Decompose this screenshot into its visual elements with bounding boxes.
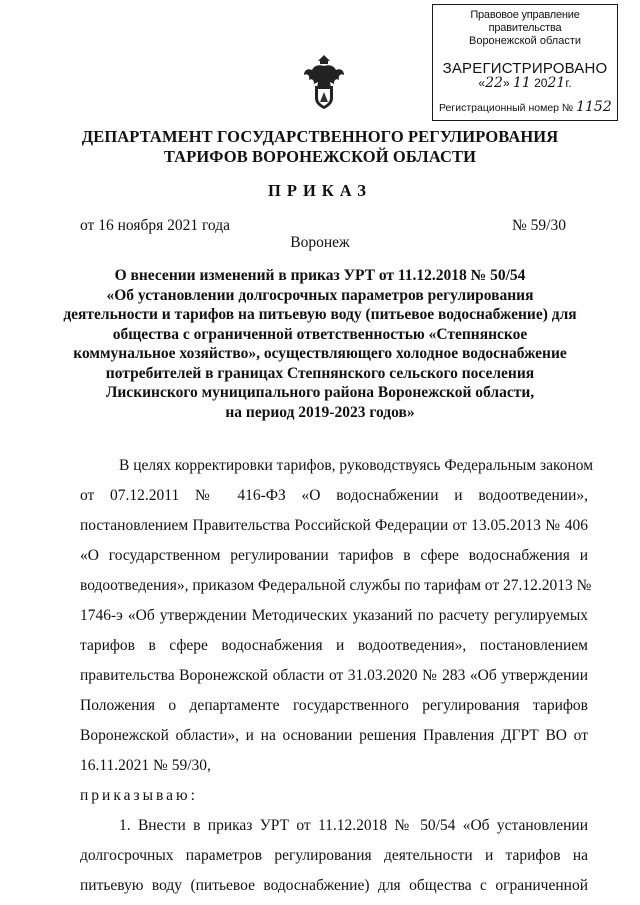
subject-line: потребителей в границах Степнянского сельского поселения	[105, 364, 535, 382]
stamp-date-year: 21	[547, 75, 566, 91]
document-type: ПРИКАЗ	[268, 181, 372, 200]
body-line: Воронежской области», и на основании решения Правления ДГРТ ВО от	[80, 727, 588, 744]
body-line: 1746-э «Об утверждении Методических указаний по расчету регулируемых	[80, 607, 588, 624]
body-line: постановлением Правительства Российской Федерации от 13.05.2013 № 406	[80, 517, 588, 534]
body-line: питьевую воду (питьевое водоснабжение) для общества с ограниченной	[80, 877, 588, 894]
department-name	[0, 127, 640, 167]
stamp-line-2: Воронежской области	[468, 35, 581, 47]
subject-line: Лискинского муниципального района Воронежской области,	[105, 384, 535, 401]
body-line: долгосрочных параметров регулирования деятельности и тарифов на	[80, 847, 588, 864]
stamp-date-year-prefix: 20	[534, 76, 548, 90]
body-line: «О государственном регулировании тарифов в сфере водоснабжения и	[80, 547, 588, 564]
subject-line: О внесении изменений в приказ УРТ от 11.12.2018 № 50/54	[114, 267, 526, 284]
body-line: Положения о департаменте государственного регулирования тарифов	[80, 697, 588, 714]
stamp-date-day: 22	[485, 75, 503, 91]
order-number: № 59/30	[512, 217, 566, 234]
city: Воронеж	[290, 234, 350, 251]
stamp-date-month: 11	[512, 75, 531, 91]
subject-line: на период 2019-2023 годов»	[225, 403, 415, 421]
stamp-reg-value: 1152	[576, 99, 612, 115]
order-body	[80, 451, 594, 901]
body-line: водоотведения», приказом Федеральной службы по тарифам от 27.12.2013 №	[80, 577, 592, 594]
dept-line-1: ДЕПАРТАМЕНТ ГОСУДАРСТВЕННОГО РЕГУЛИРОВАНИЯ	[81, 127, 559, 146]
subject-line: общества с ограниченной ответственностью «Степнянское	[112, 325, 528, 343]
subject-line: «Об установлении долгосрочных параметров регулирования	[106, 286, 534, 304]
body-line: 1. Внести в приказ УРТ от 11.12.2018 № 50/54 «Об установлении	[119, 817, 588, 834]
stamp-date: «22» 11 2021г.	[478, 75, 572, 91]
order-date: от 16 ноября 2021 года	[80, 217, 231, 234]
stamp-date-suffix: г.	[565, 76, 572, 90]
stamp-line-1: Правовое управление правительства	[470, 9, 580, 34]
stamp-reg-label: Регистрационный номер №	[439, 102, 574, 114]
subject-line: коммунальное хозяйство», осуществляющего холодное водоснабжение	[73, 345, 567, 362]
order-verb: приказываю:	[80, 787, 198, 804]
order-subject	[0, 266, 640, 422]
stamp-reg-number	[439, 99, 617, 115]
body-line: тарифов в сфере водоснабжения и водоотведения», постановлением	[80, 637, 588, 654]
coat-of-arms-icon	[302, 52, 346, 110]
registration-stamp	[432, 4, 618, 121]
stamp-registered: ЗАРЕГИСТРИРОВАНО	[442, 60, 608, 77]
dept-line-2: ТАРИФОВ ВОРОНЕЖСКОЙ ОБЛАСТИ	[163, 147, 477, 166]
subject-line: деятельности и тарифов на питьевую воду (питьевое водоснабжение) для	[63, 306, 577, 323]
body-line: В целях корректировки тарифов, руководствуясь Федеральным законом	[119, 457, 594, 474]
body-line: от 07.12.2011 № 416-ФЗ «О водоснабжении и водоотведении»,	[80, 487, 588, 504]
body-line: 16.11.2021 № 59/30,	[80, 757, 211, 774]
body-line: правительства Воронежской области от 31.03.2020 № 283 «Об утверждении	[80, 667, 588, 684]
